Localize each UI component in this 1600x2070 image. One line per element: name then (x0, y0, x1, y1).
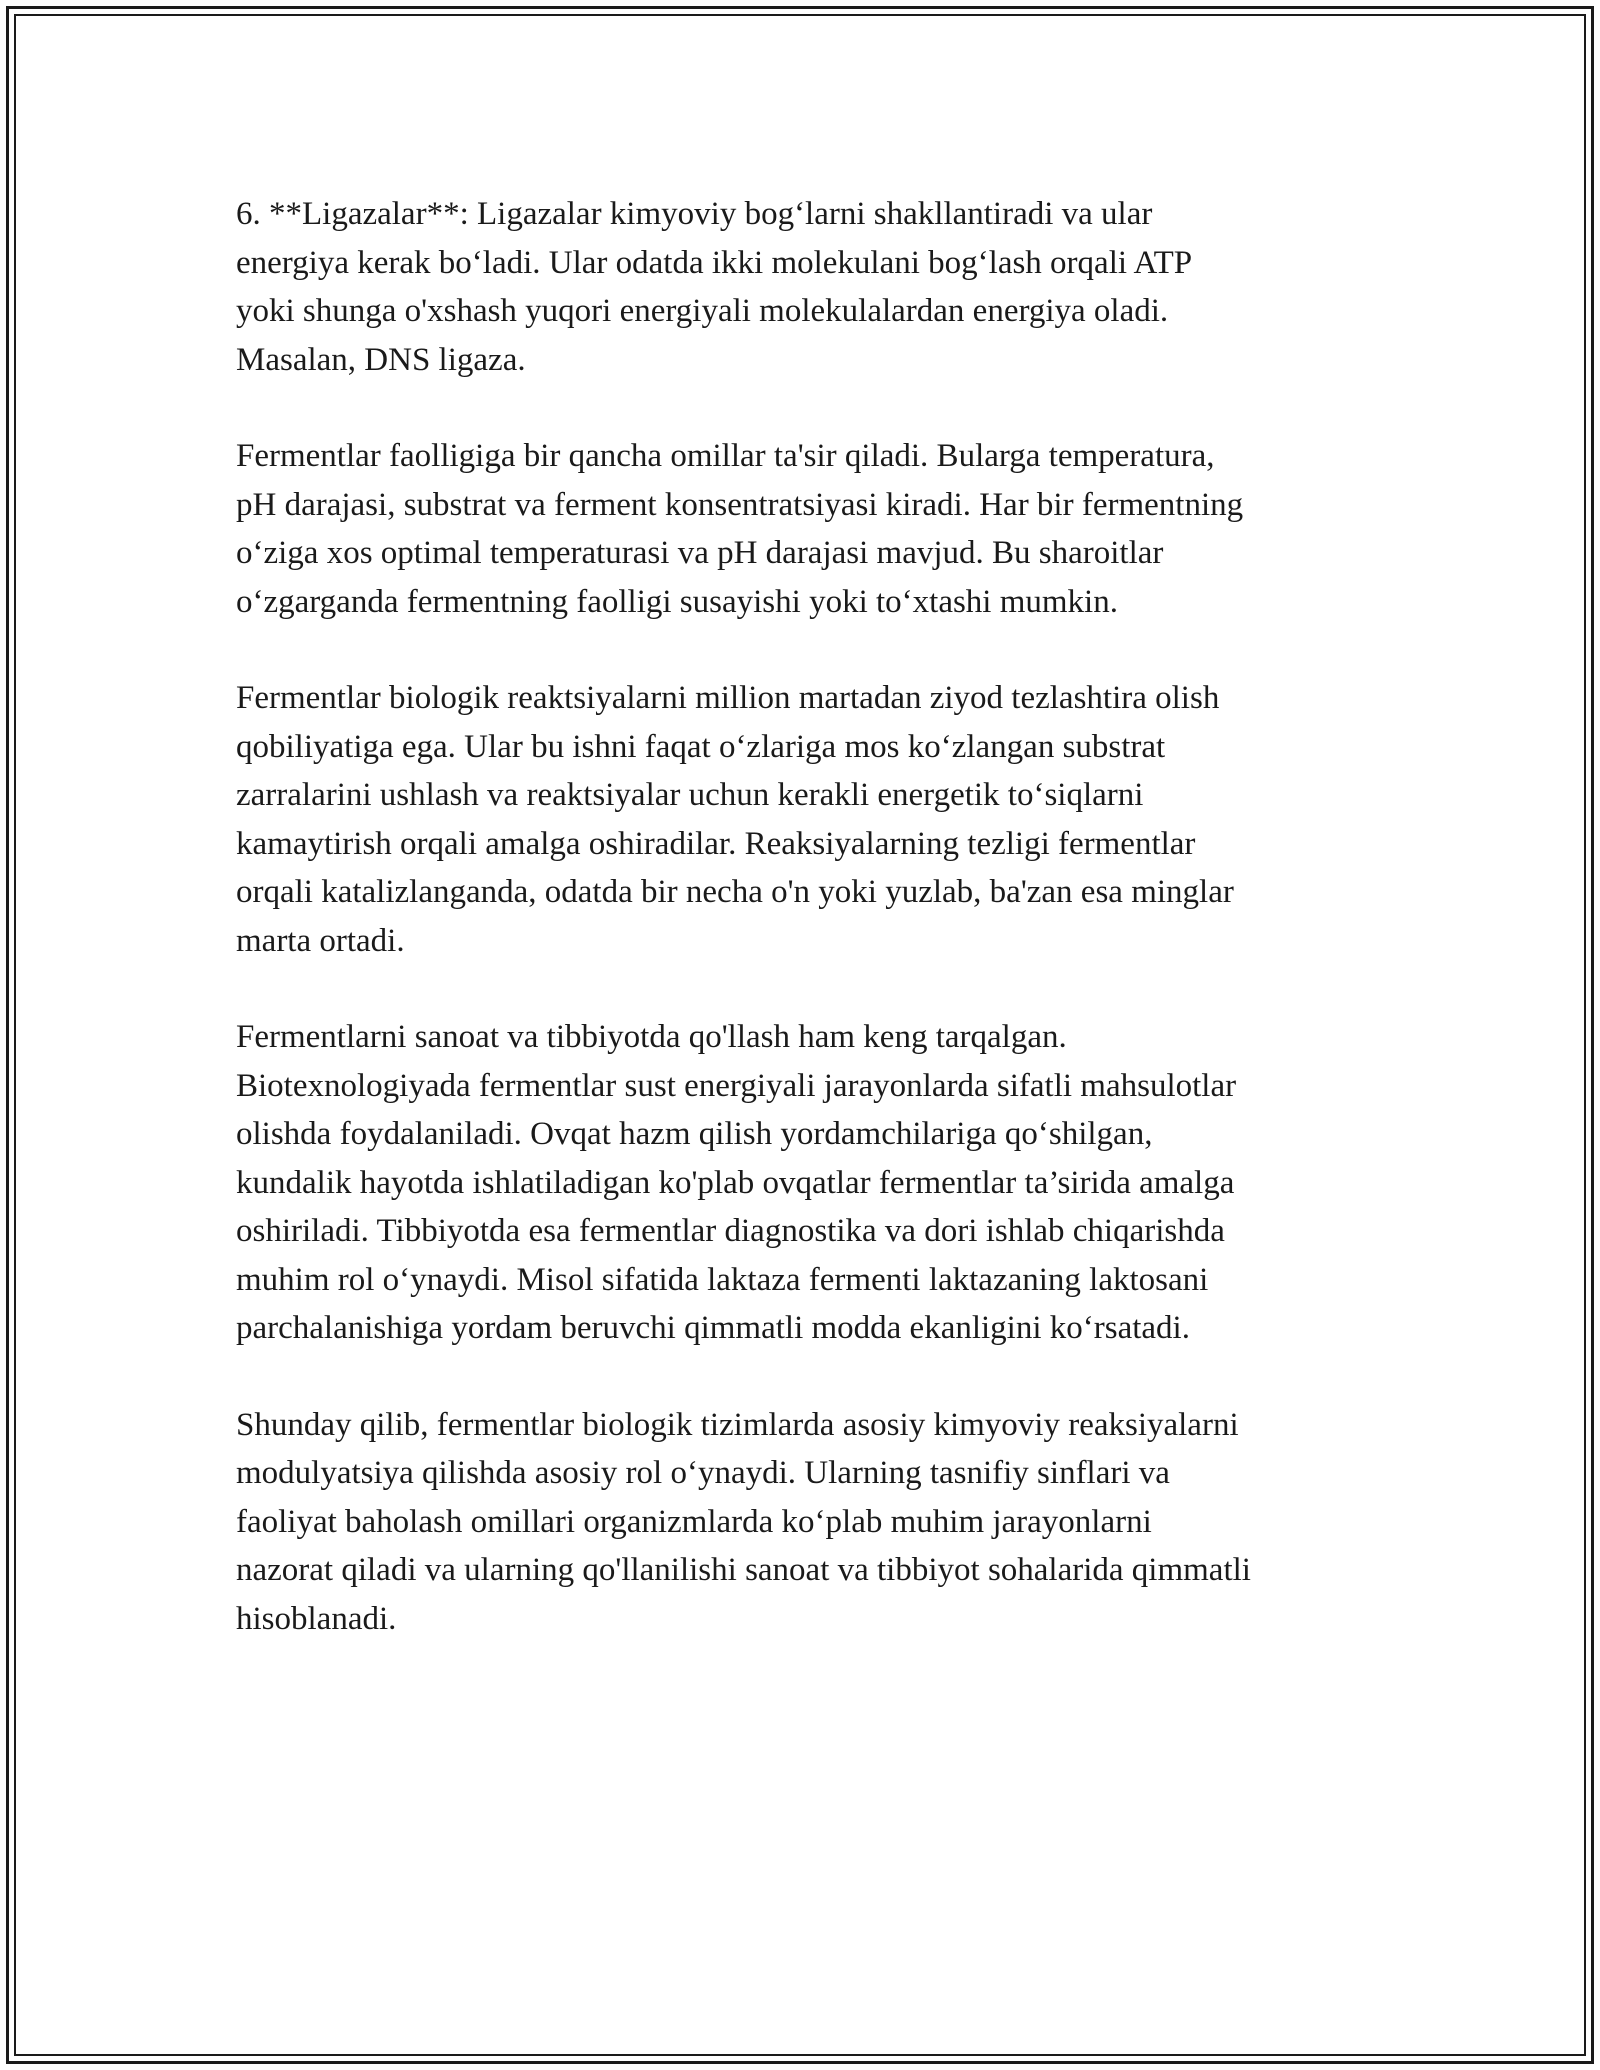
paragraph-line: nazorat qiladi va ularning qo'llanilishi sanoat va tibbiyot sohalarida qimmatli (236, 1552, 1251, 1588)
paragraph-line: o‘ziga xos optimal temperaturasi va pH darajasi mavjud. Bu sharoitlar (236, 535, 1164, 571)
paragraph-line: Fermentlar biologik reaktsiyalarni million martadan ziyod tezlashtira olish (236, 680, 1220, 716)
paragraph-line: modulyatsiya qilishda asosiy rol o‘ynaydi. Ularning tasnifiy sinflari va (236, 1455, 1170, 1491)
paragraph-1 (236, 190, 1386, 384)
paragraph-line: muhim rol o‘ynaydi. Misol sifatida laktaza fermenti laktazaning laktosani (236, 1261, 1209, 1298)
paragraph-4 (236, 1013, 1386, 1353)
paragraph-line: pH darajasi, substrat va ferment konsentratsiyasi kiradi. Har bir fermentning (236, 486, 1244, 523)
paragraph-line: Biotexnologiyada fermentlar sust energiyali jarayonlarda sifatli mahsulotlar (236, 1067, 1237, 1104)
paragraph-line: parchalanishiga yordam beruvchi qimmatli modda ekanligini ko‘rsatadi. (236, 1310, 1190, 1346)
paragraph-line: 6. **Ligazalar**: Ligazalar kimyoviy bog‘larni shakllantiradi va ular (236, 196, 1153, 232)
paragraph-line: qobiliyatiga ega. Ular bu ishni faqat o‘zlariga mos ko‘zlangan substrat (236, 728, 1166, 765)
paragraph-line: Shunday qilib, fermentlar biologik tizimlarda asosiy kimyoviy reaksiyalarni (236, 1406, 1239, 1443)
paragraph-line: kundalik hayotda ishlatiladigan ko'plab ovqatlar fermentlar ta’sirida amalga (236, 1164, 1235, 1201)
paragraph-line: kamaytirish orqali amalga oshiradilar. Reaksiyalarning tezligi fermentlar (236, 825, 1196, 862)
paragraph-line: Masalan, DNS ligaza. (236, 341, 526, 378)
paragraph-line: Fermentlar faolligiga bir qancha omillar ta'sir qiladi. Bularga temperatura, (236, 438, 1215, 474)
paragraph-line: marta ortadi. (236, 922, 405, 959)
paragraph-line: olishda foydalaniladi. Ovqat hazm qilish yordamchilariga qo‘shilgan, (236, 1116, 1153, 1152)
paragraph-line: Fermentlarni sanoat va tibbiyotda qo'llash ham keng tarqalgan. (236, 1019, 1067, 1055)
paragraph-line: orqali katalizlanganda, odatda bir necha o'n yoki yuzlab, ba'zan esa minglar (236, 874, 1234, 910)
paragraph-line: yoki shunga o'xshash yuqori energiyali molekulalardan energiya oladi. (236, 293, 1169, 329)
paragraph-5 (236, 1401, 1386, 1644)
paragraph-line: hisoblanadi. (236, 1600, 397, 1637)
paragraph-3 (236, 674, 1386, 965)
paragraph-line: energiya kerak bo‘ladi. Ular odatda ikki molekulani bog‘lash orqali ATP (236, 244, 1193, 281)
paragraph-line: o‘zgarganda fermentning faolligi susayishi yoki to‘xtashi mumkin. (236, 583, 1118, 620)
paragraph-2 (236, 432, 1386, 626)
paragraph-line: zarralarini ushlash va reaktsiyalar uchun kerakli energetik to‘siqlarni (236, 777, 1144, 813)
paragraph-line: oshiriladi. Tibbiyotda esa fermentlar diagnostika va dori ishlab chiqarishda (236, 1213, 1225, 1249)
document-body (236, 190, 1386, 1691)
paragraph-line: faoliyat baholash omillari organizmlarda ko‘plab muhim jarayonlarni (236, 1503, 1152, 1540)
